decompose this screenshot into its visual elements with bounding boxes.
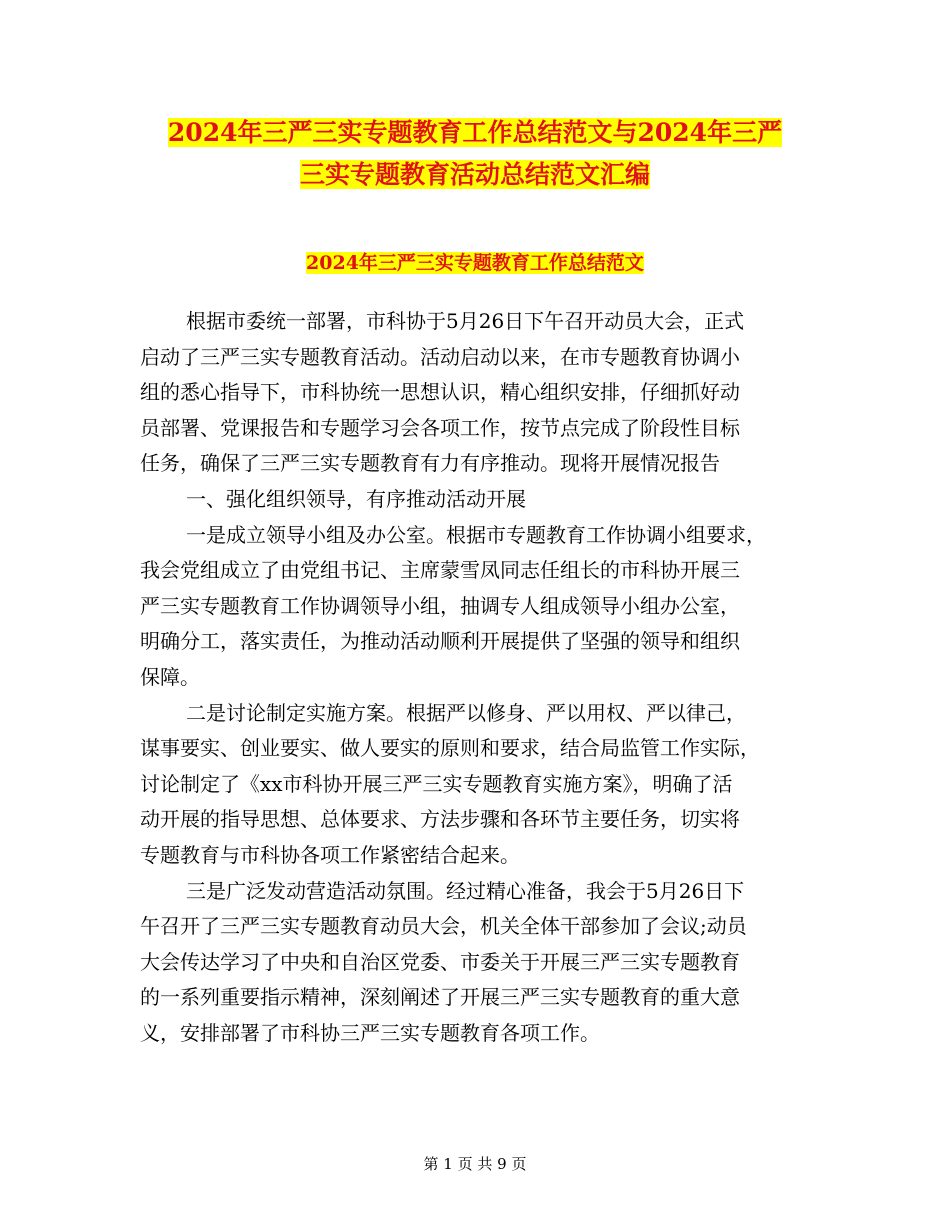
title-line-2: 三实专题教育活动总结范文汇编 xyxy=(299,160,650,189)
paragraph-line: 组的悉心指导下，市科协统一思想认识，精心组织安排，仔细抓好动 xyxy=(140,380,740,405)
paragraph-line: 根据市委统一部署，市科协于5月26日下午召开动员大会，正式 xyxy=(186,309,745,333)
paragraph-line: 保障。 xyxy=(140,664,200,689)
paragraph-line: 员部署、党课报告和专题学习会各项工作，按节点完成了阶段性目标 xyxy=(140,415,740,440)
paragraph-line: 严三实专题教育工作协调领导小组，抽调专人组成领导小组办公室， xyxy=(140,593,740,618)
paragraph-line: 午召开了三严三实专题教育动员大会，机关全体干部参加了会议;动员 xyxy=(140,914,747,939)
document-title xyxy=(140,112,810,196)
body-text xyxy=(140,304,810,1051)
paragraph-line: 讨论制定了《xx市科协开展三严三实专题教育实施方案》，明确了活 xyxy=(140,771,733,796)
page-number: 第 1 页 共 9 页 xyxy=(423,1155,527,1173)
section-title-text: 2024年三严三实专题教育工作总结范文 xyxy=(306,252,644,274)
paragraph-line: 三是广泛发动营造活动氛围。经过精心准备，我会于5月26日下 xyxy=(186,878,745,903)
paragraph-line: 一是成立领导小组及办公室。根据市专题教育工作协调小组要求， xyxy=(186,522,766,547)
paragraph-line: 任务，确保了三严三实专题教育有力有序推动。现将开展情况报告 xyxy=(140,451,720,476)
paragraph-line: 明确分工，落实责任，为推动活动顺利开展提供了坚强的领导和组织 xyxy=(140,629,740,654)
paragraph-line: 义，安排部署了市科协三严三实专题教育各项工作。 xyxy=(140,1020,600,1045)
section-heading: 一、强化组织领导，有序推动活动开展 xyxy=(186,486,526,511)
paragraph-line: 启动了三严三实专题教育活动。活动启动以来，在市专题教育协调小 xyxy=(140,344,740,369)
paragraph-line: 谋事要实、创业要实、做人要实的原则和要求，结合局监管工作实际， xyxy=(140,736,760,761)
paragraph-line: 大会传达学习了中央和自治区党委、市委关于开展三严三实专题教育 xyxy=(140,949,740,974)
paragraph-line: 专题教育与市科协各项工作紧密结合起来。 xyxy=(140,842,520,867)
paragraph-line: 的一系列重要指示精神，深刻阐述了开展三严三实专题教育的重大意 xyxy=(140,985,740,1010)
paragraph-line: 我会党组成立了由党组书记、主席蒙雪凤同志任组长的市科协开展三 xyxy=(140,558,740,583)
section-title xyxy=(140,246,810,280)
title-line-1: 2024年三严三实专题教育工作总结范文与2024年三严 xyxy=(167,118,783,147)
paragraph-line: 二是讨论制定实施方案。根据严以修身、严以用权、严以律己， xyxy=(186,700,746,725)
paragraph-line: 动开展的指导思想、总体要求、方法步骤和各环节主要任务，切实将 xyxy=(140,807,740,832)
